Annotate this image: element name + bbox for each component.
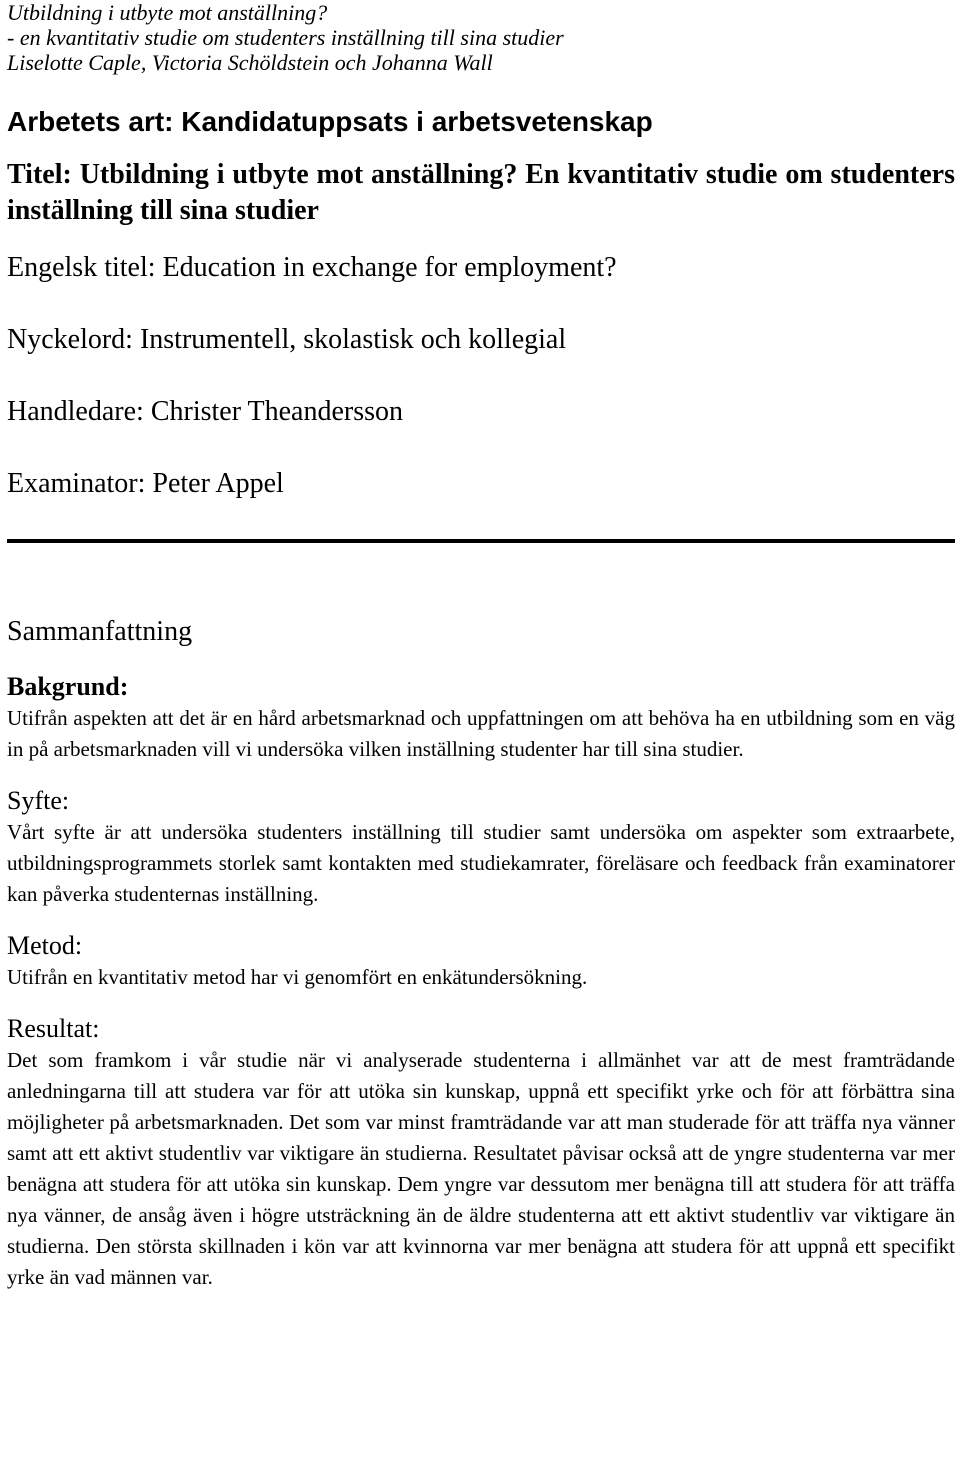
thesis-title: Titel: Utbildning i utbyte mot anställning? En kvantitativ studie om studenters inställning till sina studier [7,159,955,226]
keywords: Nyckelord: Instrumentell, skolastisk och kollegial [7,324,567,355]
document-page [7,0,955,1293]
header-authors: Liselotte Caple, Victoria Schöldstein och Johanna Wall [7,50,493,75]
summary-title: Sammanfattning [7,616,193,647]
metod-heading: Metod: [7,931,83,960]
header-title: Utbildning i utbyte mot anställning? [7,0,328,25]
horizontal-divider [7,539,955,543]
bakgrund-heading: Bakgrund: [7,672,129,701]
english-title: Engelsk titel: Education in exchange for employment? [7,252,617,283]
metod-text: Utifrån en kvantitativ metod har vi genomfört en enkätundersökning. [7,965,588,989]
work-type: Arbetets art: Kandidatuppsats i arbetsvetenskap [7,106,653,137]
bakgrund-text: Utifrån aspekten att det är en hård arbetsmarknad och uppfattningen om att behöva ha en utbildning som en väg in på arbetsmarknaden vill vi undersöka vilken inställning studenter har till sina studier. [7,706,955,761]
syfte-text: Vårt syfte är att undersöka studenters inställning till studier samt undersöka om aspekter som extraarbete, utbildningsprogrammets storlek samt kontakten med studiekamrater, föreläsare och feedback från examinatorer kan påverka studenternas inställning. [7,820,955,906]
syfte-heading: Syfte: [7,786,70,815]
supervisor: Handledare: Christer Theandersson [7,396,404,427]
resultat-heading: Resultat: [7,1014,100,1043]
header-subtitle: - en kvantitativ studie om studenters inställning till sina studier [7,25,564,50]
examiner: Examinator: Peter Appel [7,468,284,499]
resultat-text: Det som framkom i vår studie när vi analyserade studenterna i allmänhet var att de mest framträdande anledningarna till att studera var för att utöka sin kunskap, uppnå ett specifikt yrke och för att förbättra sina möjligheter på arbetsmarknaden. Det som var minst framträdande var att man studerade för att träffa nya vänner samt att ett aktivt studentliv var viktigare än studierna. Resultatet påvisar också att de yngre studenterna var mer benägna att studera för att utöka sin kunskap. Dem yngre var dessutom mer benägna till att studera för att träffa nya vänner, de ansåg även i högre utsträckning än de äldre studenterna att ett aktivt studentliv var viktigare än studierna. Den största skillnaden i kön var att kvinnorna var mer benägna att studera för att uppnå ett specifikt yrke än vad männen var. [7,1048,955,1289]
